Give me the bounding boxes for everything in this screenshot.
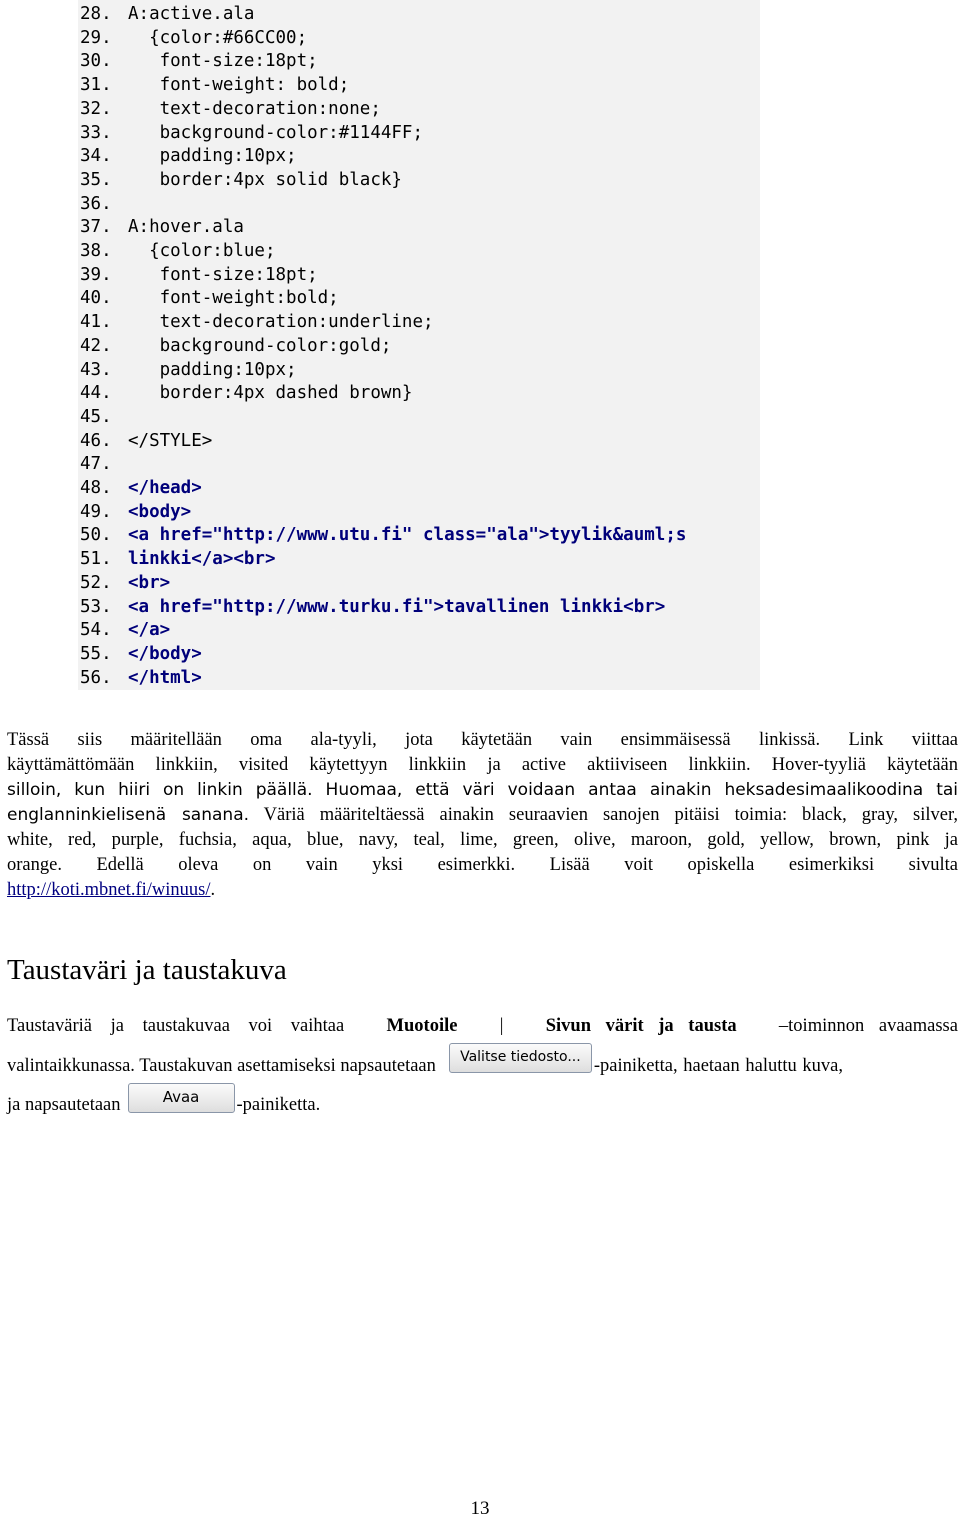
code-line bbox=[80, 429, 212, 453]
code-line bbox=[80, 666, 202, 690]
line-number: 54. bbox=[80, 620, 112, 641]
code-line bbox=[80, 215, 244, 239]
code-line bbox=[80, 595, 665, 619]
code-text: {color:blue; bbox=[128, 241, 276, 261]
code-text: A:active.ala bbox=[128, 4, 255, 24]
menu-sivun-varit: Sivun värit ja tausta bbox=[545, 1016, 737, 1036]
line-number: 45. bbox=[80, 406, 112, 427]
open-button[interactable]: Avaa bbox=[128, 1083, 235, 1113]
code-text: </body> bbox=[128, 643, 202, 664]
paragraph-line bbox=[7, 1080, 958, 1116]
code-line bbox=[80, 642, 202, 666]
line-number: 51. bbox=[80, 549, 112, 570]
paragraph-text: Väriä määriteltäessä ainakin seuraavien sanojen pitäisi toimia: black, gray, silver, bbox=[249, 805, 958, 825]
paragraph-text: –toiminnon avaamassa bbox=[778, 1016, 958, 1036]
code-line bbox=[80, 97, 381, 121]
line-number: 49. bbox=[80, 501, 112, 522]
code-text: A:hover.ala bbox=[128, 217, 244, 238]
line-number: 31. bbox=[80, 75, 112, 96]
code-line bbox=[80, 500, 191, 524]
line-number: 43. bbox=[80, 359, 112, 380]
browse-file-button[interactable]: Valitse tiedosto... bbox=[449, 1043, 592, 1073]
code-line bbox=[80, 192, 128, 216]
paragraph-line bbox=[7, 878, 958, 903]
code-line bbox=[80, 2, 254, 26]
line-number: 53. bbox=[80, 596, 112, 617]
code-line bbox=[80, 26, 307, 50]
menu-separator: | bbox=[499, 1016, 504, 1036]
line-number: 52. bbox=[80, 572, 112, 593]
paragraph-text: -painiketta, haetaan haluttu kuva, bbox=[593, 1056, 843, 1076]
code-line bbox=[80, 452, 128, 476]
line-number: 35. bbox=[80, 169, 112, 190]
code-line bbox=[80, 144, 297, 168]
line-number: 32. bbox=[80, 98, 112, 119]
code-text: text-decoration:none; bbox=[128, 98, 381, 119]
code-text: {color:#66CC00; bbox=[128, 27, 308, 48]
code-line bbox=[80, 73, 349, 97]
paragraph-text: -painiketta. bbox=[236, 1095, 321, 1115]
winuus-link[interactable]: http://koti.mbnet.fi/winuus/ bbox=[7, 880, 211, 900]
code-line bbox=[80, 263, 318, 287]
code-text: <br> bbox=[128, 572, 171, 593]
code-line bbox=[80, 571, 170, 595]
code-text: </STYLE> bbox=[128, 430, 213, 451]
code-text: <a href="http://www.turku.fi">tavallinen linkki<br> bbox=[128, 596, 666, 617]
paragraph-line: orange. Edellä oleva on vain yksi esimerkki. Lisää voit opiskella esimerkiksi sivulta bbox=[7, 855, 958, 875]
line-number: 47. bbox=[80, 454, 112, 475]
code-text: </a> bbox=[128, 620, 171, 641]
paragraph-text: englanninkielisenä sanana. bbox=[7, 805, 250, 825]
code-line bbox=[80, 358, 297, 382]
code-line bbox=[80, 476, 202, 500]
code-text: border:4px solid black} bbox=[128, 169, 402, 190]
code-text: border:4px dashed brown} bbox=[128, 383, 413, 404]
code-line bbox=[80, 286, 339, 310]
code-text: padding:10px; bbox=[128, 146, 297, 167]
line-number: 41. bbox=[80, 312, 112, 333]
code-text: </html> bbox=[128, 667, 202, 688]
paragraph-line: silloin, kun hiiri on linkin päällä. Huomaa, että väri voidaan antaa ainakin heksadesimaalikoodina tai bbox=[7, 780, 958, 800]
line-number: 39. bbox=[80, 264, 112, 285]
line-number: 50. bbox=[80, 525, 112, 546]
paragraph-line bbox=[7, 1014, 958, 1038]
code-line bbox=[80, 121, 423, 145]
line-number: 33. bbox=[80, 122, 112, 143]
code-text: font-size:18pt; bbox=[128, 264, 318, 285]
paragraph-text: valintaikkunassa. Taustakuvan asettamiseksi napsautetaan bbox=[7, 1056, 436, 1076]
line-number: 34. bbox=[80, 146, 112, 167]
code-text: <a href="http://www.utu.fi" class="ala">tyylik&auml;s bbox=[128, 525, 687, 546]
page-number: 13 bbox=[470, 1498, 490, 1519]
line-number: 55. bbox=[80, 643, 112, 664]
paragraph-text: ja napsautetaan bbox=[7, 1095, 121, 1115]
code-text: <body> bbox=[128, 501, 192, 522]
code-line bbox=[80, 334, 391, 358]
code-text: padding:10px; bbox=[128, 359, 297, 380]
code-line bbox=[80, 523, 686, 547]
code-line bbox=[80, 168, 402, 192]
line-number: 30. bbox=[80, 51, 112, 72]
paragraph-line: Tässä siis määritellään oma ala-tyyli, jota käytetään vain ensimmäisessä linkissä. Link viittaa bbox=[7, 730, 958, 750]
code-text: background-color:gold; bbox=[128, 335, 392, 356]
line-number: 48. bbox=[80, 478, 112, 498]
code-line bbox=[80, 618, 170, 642]
menu-muotoile: Muotoile bbox=[386, 1016, 458, 1036]
paragraph-line bbox=[7, 1040, 958, 1076]
code-text: </head> bbox=[128, 478, 202, 498]
line-number: 28. bbox=[80, 4, 112, 24]
code-line bbox=[80, 547, 276, 571]
code-text: text-decoration:underline; bbox=[128, 312, 434, 333]
paragraph-text: . bbox=[210, 880, 216, 900]
section-heading: Taustaväri ja taustakuva bbox=[7, 954, 287, 986]
line-number: 42. bbox=[80, 335, 112, 356]
paragraph-line: käyttämättömään linkkiin, visited käytettyyn linkkiin ja active aktiiviseen linkkiin. Hover-tyyliä käytetään bbox=[7, 755, 958, 775]
paragraph-line bbox=[7, 803, 958, 828]
code-line bbox=[80, 310, 434, 334]
line-number: 36. bbox=[80, 193, 112, 214]
code-text: font-size:18pt; bbox=[128, 51, 318, 72]
code-text: font-weight: bold; bbox=[128, 75, 350, 96]
code-text: font-weight:bold; bbox=[128, 288, 339, 309]
code-line bbox=[80, 381, 412, 405]
line-number: 44. bbox=[80, 383, 112, 404]
code-line bbox=[80, 405, 128, 429]
line-number: 38. bbox=[80, 241, 112, 261]
line-number: 46. bbox=[80, 430, 112, 451]
line-number: 40. bbox=[80, 288, 112, 309]
code-line bbox=[80, 239, 276, 263]
code-line bbox=[80, 49, 318, 73]
code-text: background-color:#1144FF; bbox=[128, 122, 424, 143]
code-text: linkki</a><br> bbox=[128, 549, 276, 570]
line-number: 56. bbox=[80, 667, 112, 688]
line-number: 37. bbox=[80, 217, 112, 238]
paragraph-text: Taustaväriä ja taustakuvaa voi vaihtaa bbox=[7, 1016, 345, 1036]
paragraph-line: white, red, purple, fuchsia, aqua, blue, navy, teal, lime, green, olive, maroon, gold, yellow, brown, pink ja bbox=[7, 830, 958, 850]
line-number: 29. bbox=[80, 27, 112, 48]
